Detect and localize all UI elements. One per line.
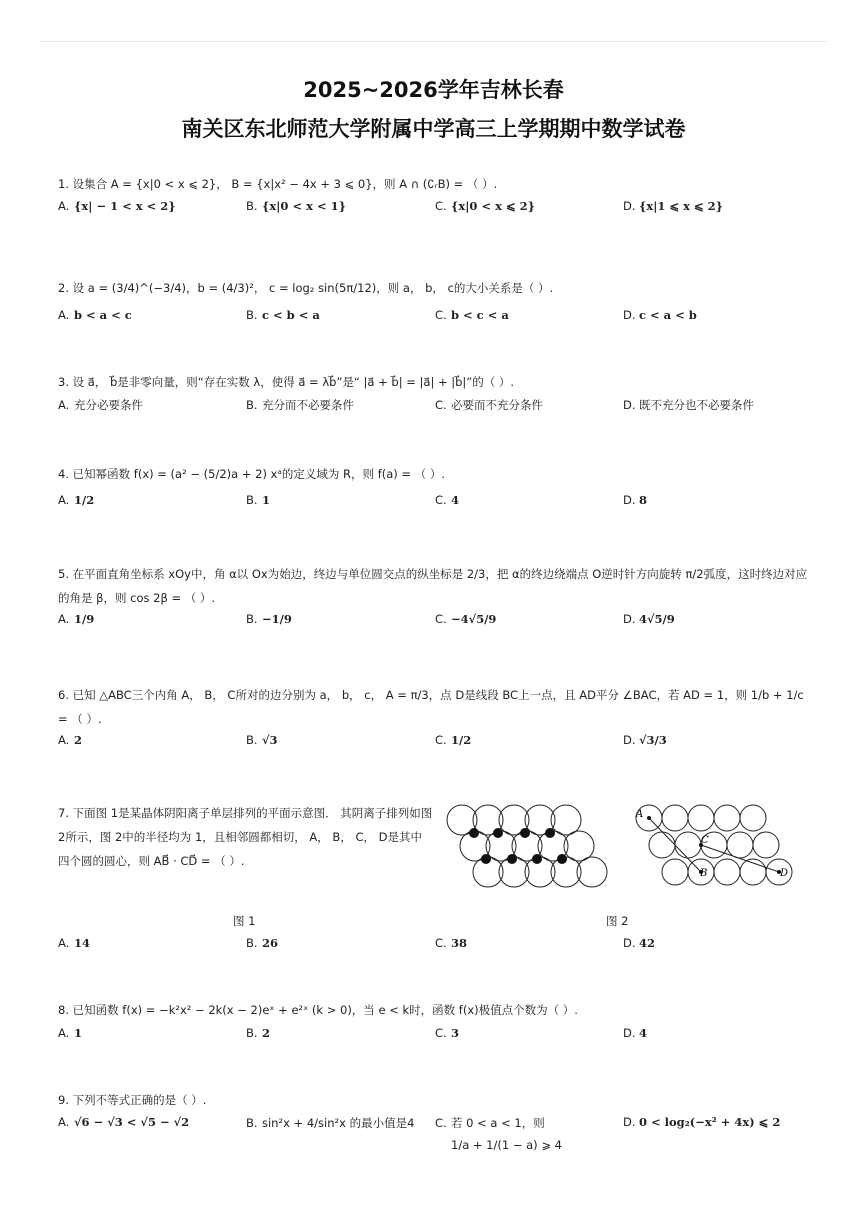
q3-option-d[interactable]: D. 既不充分也不必要条件 bbox=[623, 398, 754, 412]
question-6-stem: 6. 已知 △ABC三个内角 A， B， C所对的边分别为 a， b， c， A = π/3，点 D是线段 BC上一点，且 AD平分 ∠BAC，若 AD = 1，则 1/b + 1/c = （ ）. bbox=[58, 688, 804, 726]
q6-option-d[interactable]: D. √3/3 bbox=[623, 733, 667, 747]
q1-option-a[interactable]: A. {x| − 1 < x < 2} bbox=[58, 199, 176, 213]
q5-option-b[interactable]: B. −1/9 bbox=[246, 612, 292, 626]
q9-option-a[interactable]: A. √6 − √3 < √5 − √2 bbox=[58, 1115, 190, 1129]
q7-option-d[interactable]: D. 42 bbox=[623, 936, 656, 950]
q3-option-c[interactable]: C. 必要而不充分条件 bbox=[435, 398, 543, 412]
q2-option-d[interactable]: D. c < a < b bbox=[623, 308, 697, 322]
q8-option-c[interactable]: C. 3 bbox=[435, 1026, 460, 1040]
q3-option-a[interactable]: A. 充分必要条件 bbox=[58, 398, 143, 412]
question-2-stem: 2. 设 a = (3/4)^(−3/4)，b = (4/3)²， c = log₂ sin(5π/12)，则 a， b， c的大小关系是（ ）. bbox=[58, 281, 554, 295]
q4-option-c[interactable]: C. 4 bbox=[435, 493, 460, 507]
q1-option-d[interactable]: D. {x|1 ⩽ x ⩽ 2} bbox=[623, 199, 723, 213]
q7-option-a[interactable]: A. 14 bbox=[58, 936, 91, 950]
question-8-stem: 8. 已知函数 f(x) = −k²x² − 2k(x − 2)eˣ + e²ˣ (k > 0)，当 e < k时，函数 f(x)极值点个数为（ ）. bbox=[58, 1003, 578, 1017]
question-7-stem: 7. 下面图 1是某晶体阴阳离子单层排列的平面示意图． 其阴离子排列如图 2所示，图 2中的半径均为 1，且相邻圆都相切， A， B， C， D是其中四个圆的圆心，则 AB⃗ · CD⃗ = （ ）. bbox=[58, 806, 433, 868]
q2-option-c[interactable]: C. b < c < a bbox=[435, 308, 509, 322]
top-divider bbox=[40, 41, 827, 42]
q1-option-b[interactable]: B. {x|0 < x < 1} bbox=[246, 199, 346, 213]
q4-option-a[interactable]: A. 1/2 bbox=[58, 493, 95, 507]
q6-option-a[interactable]: A. 2 bbox=[58, 733, 83, 747]
question-5-stem: 5. 在平面直角坐标系 xOy中，角 α以 Ox为始边，终边与单位圆交点的纵坐标是 2/3，把 α的终边绕端点 O逆时针方向旋转 π/2弧度，这时终边对应的角是 β，则 cos 2β = （ ）. bbox=[58, 567, 808, 605]
question-3-stem: 3. 设 a⃗， b⃗是非零向量，则“存在实数 λ，使得 a⃗ = λb⃗”是“ |a⃗ + b⃗| = |a⃗| + |b⃗|”的（ ）. bbox=[58, 375, 515, 389]
figure-2-caption: 图 2 bbox=[606, 914, 629, 928]
q9-option-b[interactable]: B. sin²x + 4/sin²x 的最小值是4 bbox=[246, 1116, 415, 1130]
q9-option-c-line2: 1/a + 1/(1 − a) ⩾ 4 bbox=[451, 1138, 562, 1152]
page-title: 2025~2026学年吉林长春 bbox=[303, 78, 564, 102]
q5-option-c[interactable]: C. −4√5/9 bbox=[435, 612, 497, 626]
q9-option-c[interactable]: C. 若 0 < a < 1，则 bbox=[435, 1116, 545, 1130]
question-9-stem: 9. 下列不等式正确的是（ ）. bbox=[58, 1093, 207, 1107]
q6-option-c[interactable]: C. 1/2 bbox=[435, 733, 472, 747]
question-1-stem: 1. 设集合 A = {x|0 < x ⩽ 2}， B = {x|x² − 4x + 3 ⩽ 0}，则 A ∩ (∁ᵣB) = （ ）. bbox=[58, 177, 498, 191]
page-subtitle: 南关区东北师范大学附属中学高三上学期期中数学试卷 bbox=[181, 117, 686, 141]
q7-option-b[interactable]: B. 26 bbox=[246, 936, 279, 950]
q5-option-a[interactable]: A. 1/9 bbox=[58, 612, 95, 626]
q8-option-a[interactable]: A. 1 bbox=[58, 1026, 83, 1040]
q3-option-b[interactable]: B. 充分而不必要条件 bbox=[246, 398, 354, 412]
question-4-stem: 4. 已知幂函数 f(x) = (a² − (5/2)a + 2) xᵃ的定义域为 R，则 f(a) = （ ）. bbox=[58, 467, 446, 481]
figure-1-caption: 图 1 bbox=[233, 914, 256, 928]
q4-option-d[interactable]: D. 8 bbox=[623, 493, 648, 507]
q6-option-b[interactable]: B. √3 bbox=[246, 733, 278, 747]
point-a-label: A bbox=[636, 809, 644, 820]
q2-option-a[interactable]: A. b < a < c bbox=[58, 308, 132, 322]
q5-option-d[interactable]: D. 4√5/9 bbox=[623, 612, 675, 626]
q8-option-d[interactable]: D. 4 bbox=[623, 1026, 648, 1040]
point-c-label: C bbox=[701, 835, 709, 846]
figure-1-ion-lattice bbox=[440, 800, 610, 896]
point-d-label: D bbox=[780, 868, 789, 879]
q9-option-d[interactable]: D. 0 < log₂(−x² + 4x) ⩽ 2 bbox=[623, 1115, 781, 1129]
q2-option-b[interactable]: B. c < b < a bbox=[246, 308, 320, 322]
q1-option-c[interactable]: C. {x|0 < x ⩽ 2} bbox=[435, 199, 535, 213]
point-b-label: B bbox=[700, 868, 708, 879]
figure-2-circle-packing bbox=[630, 800, 800, 896]
q7-option-c[interactable]: C. 38 bbox=[435, 936, 468, 950]
q8-option-b[interactable]: B. 2 bbox=[246, 1026, 271, 1040]
q4-option-b[interactable]: B. 1 bbox=[246, 493, 271, 507]
